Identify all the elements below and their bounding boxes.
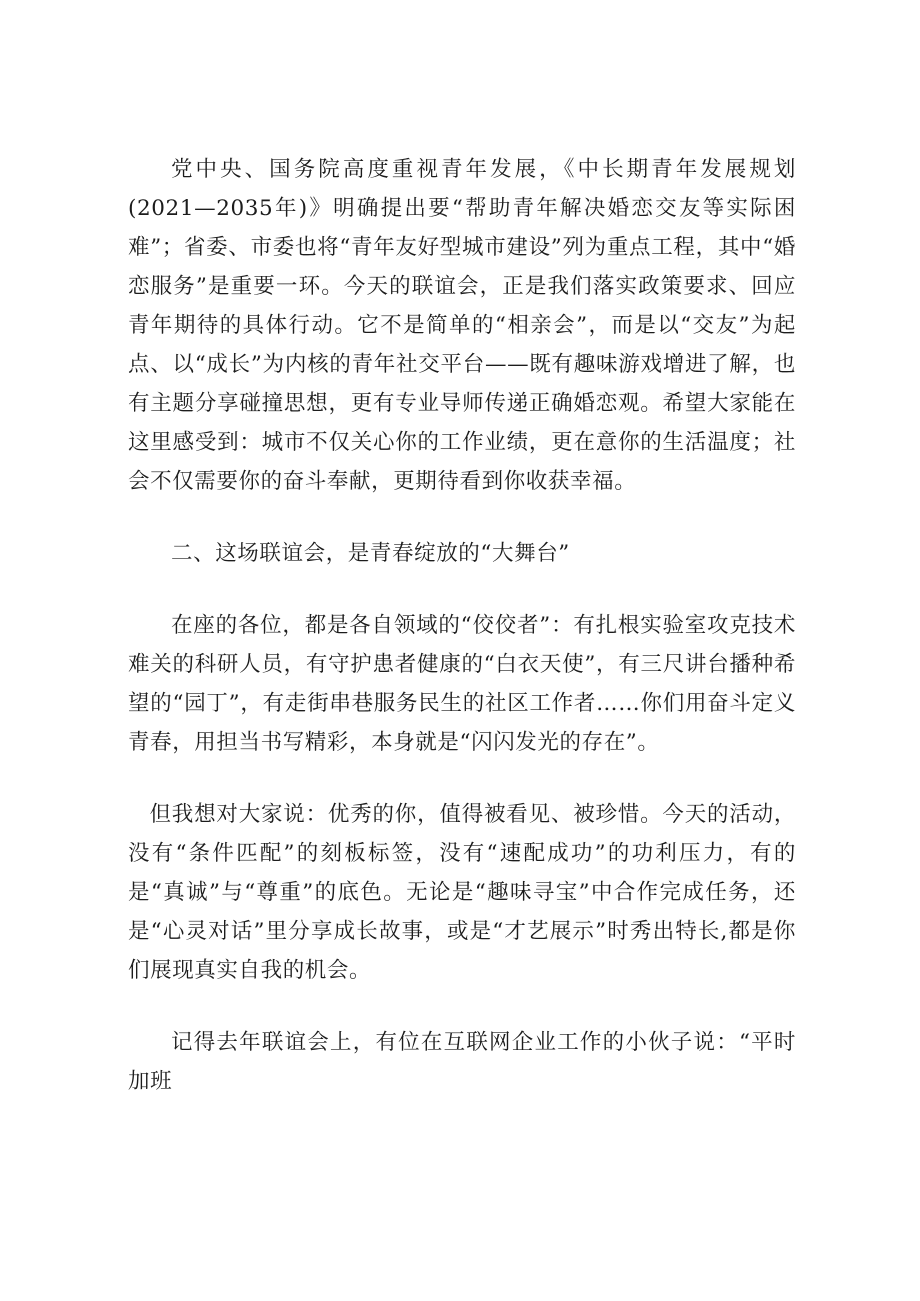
section-heading: 二、这场联谊会，是青春绽放的“大舞台”: [171, 541, 570, 566]
document-body: [128, 150, 796, 1101]
paragraph-activities: 但我想对大家说：优秀的你，值得被看见、被珍惜。今天的活动，没有“条件匹配”的刻板标签，没有“速配成功”的功利压力，有的是“真诚”与“尊重”的底色。无论是“趣味寻宝”中合作完成任务，还是“心灵对话”里分享成长故事，或是“才艺展示”时秀出特长,都是你们展现真实自我的机会。: [128, 802, 796, 983]
paragraph-policy: 党中央、国务院高度重视青年发展，《中长期青年发展规划(2021—2035年)》明确提出要“帮助青年解决婚恋交友等实际困难”；省委、市委也将“青年友好型城市建设”列为重点工程，其中“婚恋服务”是重要一环。今天的联谊会，正是我们落实政策要求、回应青年期待的具体行动。它不是简单的“相亲会”，而是以“交友”为起点、以“成长”为内核的青年社交平台——既有趣味游戏增进了解，也有主题分享碰撞思想，更有专业导师传递正确婚恋观。希望大家能在这里感受到：城市不仅关心你的工作业绩，更在意你的生活温度；社会不仅需要你的奋斗奉献，更期待看到你收获幸福。: [128, 157, 796, 494]
paragraph-anecdote: 记得去年联谊会上，有位在互联网企业工作的小伙子说：“平时加班: [128, 1030, 796, 1094]
paragraph-attendees: 在座的各位，都是各自领域的“佼佼者”：有扎根实验室攻克技术难关的科研人员，有守护患者健康的“白衣天使”，有三尺讲台播种希望的“园丁”，有走街串巷服务民生的社区工作者……你们用奋斗定义青春，用担当书写精彩，本身就是“闪闪发光的存在”。: [128, 613, 796, 755]
